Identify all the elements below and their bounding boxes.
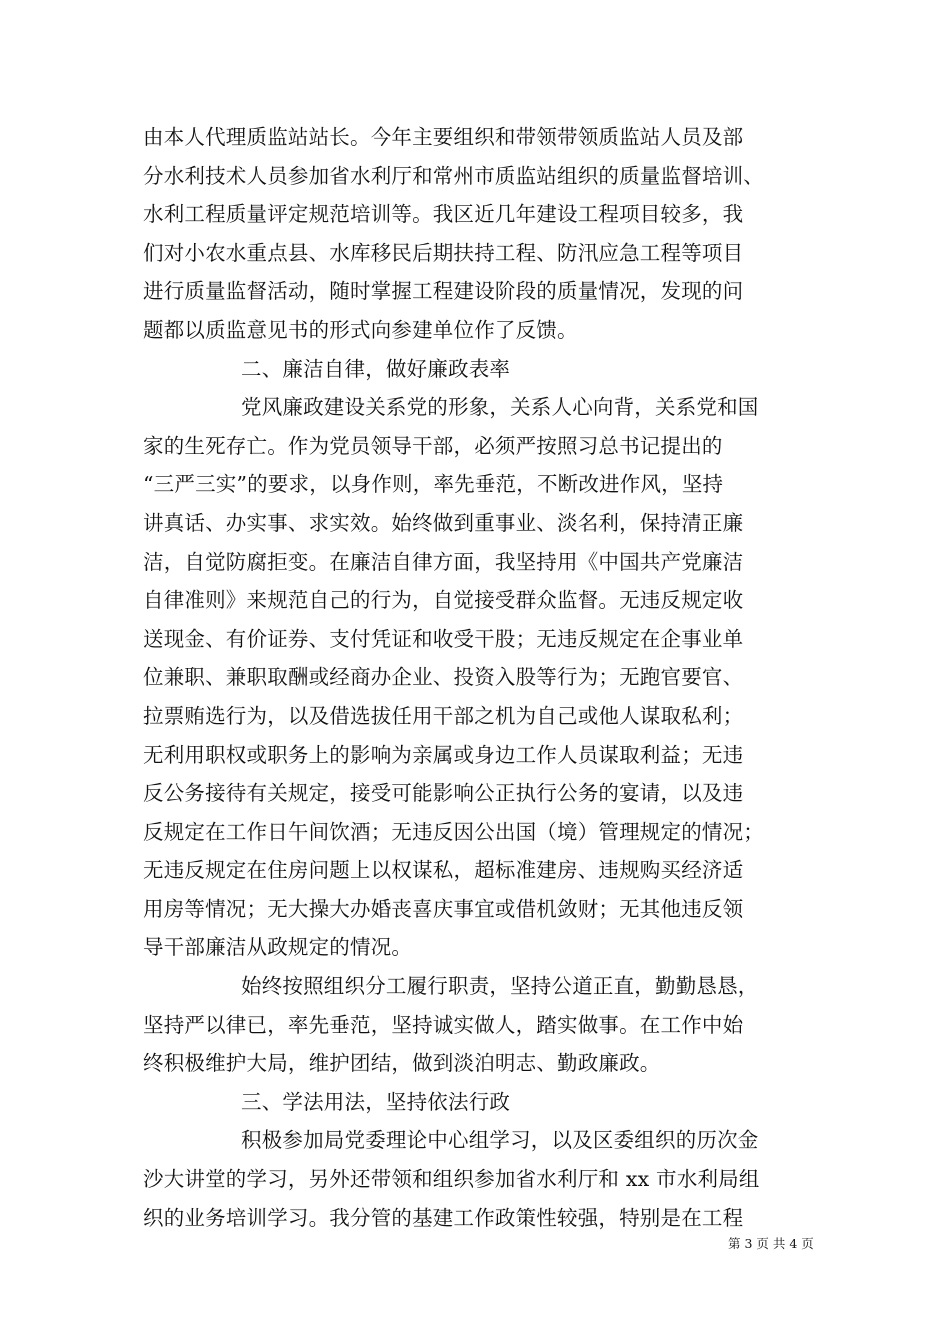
section-heading-2: 二、廉洁自律，做好廉政表率 (241, 356, 511, 381)
text-line: “三严三实”的要求，以身作则，率先垂范，不断改进作风，坚持 (143, 472, 724, 497)
text-line: 导干部廉洁从政规定的情况。 (143, 935, 413, 960)
text-line: 积极参加局党委理论中心组学习，以及区委组织的历次金 (241, 1128, 759, 1153)
body-text (143, 118, 823, 1237)
text-line: 拉票贿选行为，以及借选拔任用干部之机为自己或他人谋取私利； (143, 703, 744, 728)
text-line: 终积极维护大局，维护团结，做到淡泊明志、勤政廉政。 (143, 1051, 661, 1076)
text-line: 水利工程质量评定规范培训等。我区近几年建设工程项目较多，我 (143, 202, 744, 227)
text-line: 们对小农水重点县、水库移民后期扶持工程、防汛应急工程等项目 (143, 240, 744, 265)
text-line: 讲真话、办实事、求实效。始终做到重事业、淡名利，保持清正廉 (143, 510, 744, 535)
text-line: 位兼职、兼职取酬或经商办企业、投资入股等行为；无跑官要官、 (143, 665, 744, 690)
text-line: 进行质量监督活动，随时掌握工程建设阶段的质量情况，发现的问 (143, 279, 744, 304)
text-line: 始终按照组织分工履行职责，坚持公道正直，勤勤恳恳， (241, 974, 759, 999)
text-line: 反规定在工作日午间饮酒；无违反因公出国（境）管理规定的情况； (143, 819, 764, 844)
section-heading-3: 三、学法用法，坚持依法行政 (241, 1089, 511, 1114)
text-line: 反公务接待有关规定，接受可能影响公正执行公务的宴请，以及违 (143, 781, 744, 806)
text-line: 洁，自觉防腐拒变。在廉洁自律方面，我坚持用《中国共产党廉洁 (143, 549, 744, 574)
text-line: 题都以质监意见书的形式向参建单位作了反馈。 (143, 317, 578, 342)
page-number: 第 3 页 共 4 页 (728, 1236, 814, 1251)
text-line: 送现金、有价证券、支付凭证和收受干股；无违反规定在企事业单 (143, 626, 744, 651)
text-line: 由本人代理质监站站长。今年主要组织和带领带领质监站人员及部 (143, 125, 744, 149)
text-line: 沙大讲堂的学习，另外还带领和组织参加省水利厅和 xx 市水利局组 (143, 1167, 760, 1192)
text-line: 自律准则》来规范自己的行为，自觉接受群众监督。无违反规定收 (143, 588, 744, 613)
text-line: 用房等情况；无大操大办婚丧喜庆事宜或借机敛财；无其他违反领 (143, 896, 744, 921)
text-line: 家的生死存亡。作为党员领导干部，必须严按照习总书记提出的 (143, 433, 723, 458)
text-line: 分水利技术人员参加省水利厅和常州市质监站组织的质量监督培训、 (143, 163, 764, 188)
text-line: 织的业务培训学习。我分管的基建工作政策性较强，特别是在工程 (143, 1205, 744, 1230)
text-line: 坚持严以律已，率先垂范，坚持诚实做人，踏实做事。在工作中始 (143, 1012, 744, 1037)
text-line: 党风廉政建设关系党的形象，关系人心向背，关系党和国 (241, 395, 759, 420)
text-line: 无利用职权或职务上的影响为亲属或身边工作人员谋取利益；无违 (143, 742, 744, 767)
text-line: 无违反规定在住房问题上以权谋私，超标准建房、违规购买经济适 (143, 858, 744, 883)
